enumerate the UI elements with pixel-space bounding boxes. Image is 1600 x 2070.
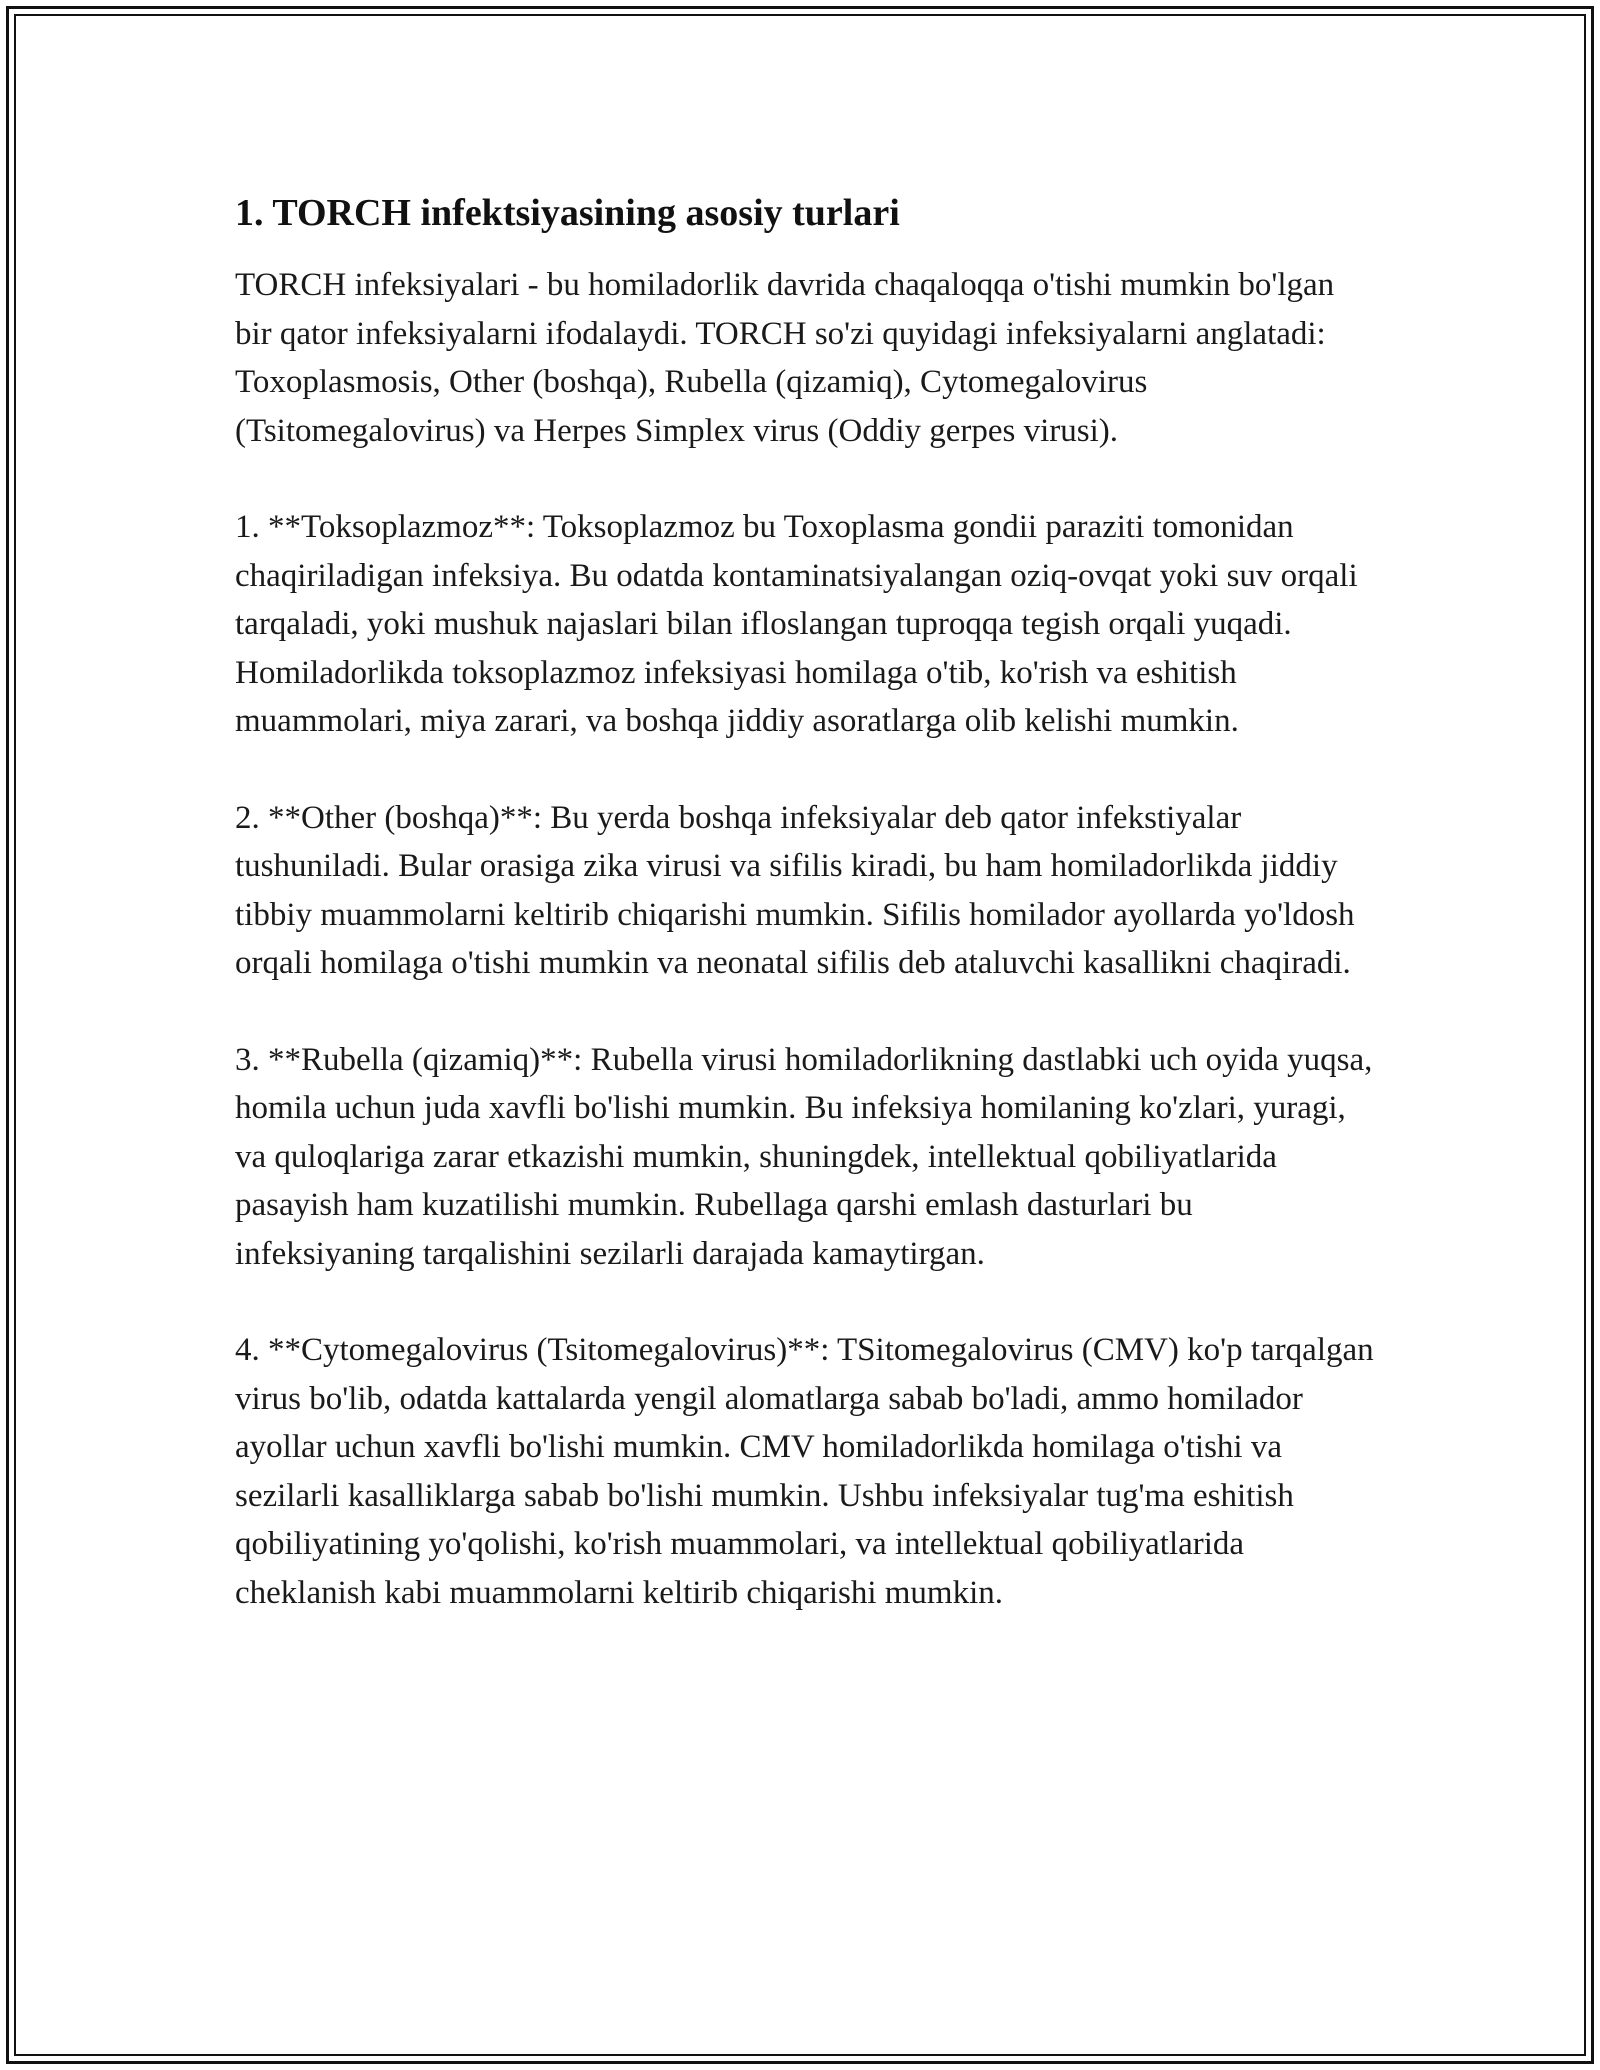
other-infections-paragraph: 2. **Other (boshqa)**: Bu yerda boshqa infeksiyalar deb qator infekstiyalar tushuniladi. Bular orasiga zika virusi va sifilis kiradi, bu ham homiladorlikda jiddiy tibbiy muammolarni keltirib chiqarishi mumkin. Sifilis homilador ayollarda yo'ldosh orqali homilaga o'tishi mumkin va neonatal sifilis deb ataluvchi kasallikni chaqiradi. [235, 799, 1355, 981]
rubella-paragraph: 3. **Rubella (qizamiq)**: Rubella virusi homiladorlikning dastlabki uch oyida yuqsa, homila uchun juda xavfli bo'lishi mumkin. Bu infeksiya homilaning ko'zlari, yuragi, va quloqlariga zarar etkazishi mumkin, shuningdek, intellektual qobiliyatlarida pasayish ham kuzatilishi mumkin. Rubellaga qarshi emlash dasturlari bu infeksiyaning tarqalishini sezilarli darajada kamaytirgan. [235, 1041, 1373, 1272]
toxoplasmosis-paragraph: 1. **Toksoplazmoz**: Toksoplazmoz bu Toxoplasma gondii paraziti tomonidan chaqiriladigan infeksiya. Bu odatda kontaminatsiyalangan oziq-ovqat yoki suv orqali tarqaladi, yoki mushuk najaslari bilan ifloslangan tuproqqa tegish orqali yuqadi. Homiladorlikda toksoplazmoz infeksiyasi homilaga o'tib, ko'rish va eshitish muammolari, miya zarari, va boshqa jiddiy asoratlarga olib kelishi mumkin. [235, 509, 1358, 739]
document-title: 1. TORCH infektsiyasining asosiy turlari [235, 192, 900, 234]
cytomegalovirus-paragraph: 4. **Cytomegalovirus (Tsitomegalovirus)**: TSitomegalovirus (CMV) ko'p tarqalgan virus bo'lib, odatda kattalarda yengil alomatlarga sabab bo'ladi, ammo homilador ayollar uchun xavfli bo'lishi mumkin. CMV homiladorlikda homilaga o'tishi va sezilarli kasalliklarga sabab bo'lishi mumkin. Ushbu infeksiyalar tug'ma eshitish qobiliyatining yo'qolishi, ko'rish muammolari, va intellektual qobiliyatlarida cheklanish kabi muammolarni keltirib chiqarishi mumkin. [235, 1332, 1374, 1611]
intro-paragraph: TORCH infeksiyalari - bu homiladorlik davrida chaqaloqqa o'tishi mumkin bo'lgan bir qator infeksiyalarni ifodalaydi. TORCH so'zi quyidagi infeksiyalarni anglatadi: Toxoplasmosis, Other (boshqa), Rubella (qizamiq), Cytomegalovirus (Tsitomegalovirus) va Herpes Simplex virus (Oddiy gerpes virusi). [235, 267, 1335, 449]
document-body [235, 183, 1375, 1665]
